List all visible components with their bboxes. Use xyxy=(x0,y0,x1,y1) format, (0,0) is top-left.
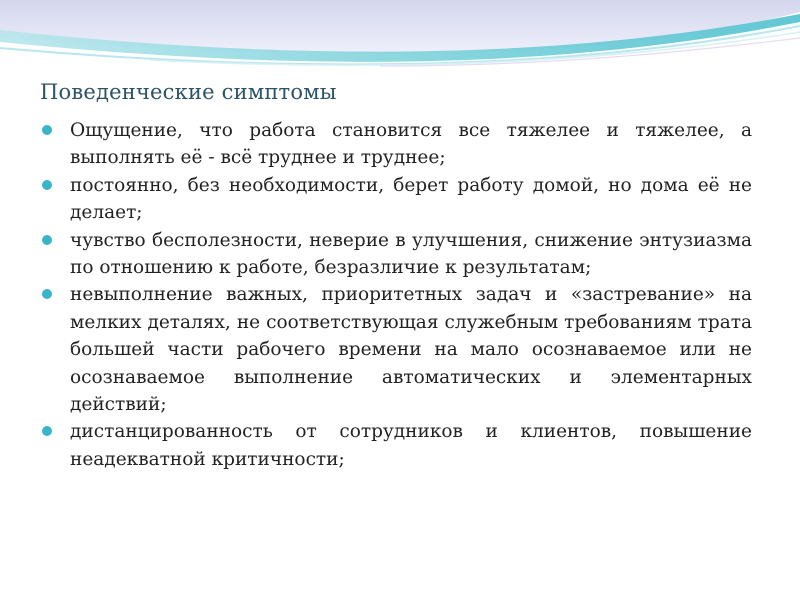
bullet-item xyxy=(40,418,752,473)
bullet-item xyxy=(40,281,752,418)
bullet-item xyxy=(40,227,752,282)
bullet-dot-icon xyxy=(42,235,52,245)
slide-title: Поведенческие симптомы xyxy=(40,80,337,104)
bullet-text: дистанцированность от сотрудников и клиентов, повышение неадекватной критичности; xyxy=(70,421,752,470)
bullet-list xyxy=(40,117,752,473)
bullet-text: Ощущение, что работа становится все тяжелее и тяжелее, а выполнять её - всё труднее и труднее; xyxy=(70,120,752,169)
bullet-dot-icon xyxy=(42,125,52,135)
bullet-item xyxy=(40,117,752,172)
bullet-dot-icon xyxy=(42,180,52,190)
bullet-dot-icon xyxy=(42,289,52,299)
bullet-text: невыполнение важных, приоритетных задач и «застревание» на мелких деталях, не соответствующая служебным требованиям трата большей части рабочего времени на мало осознаваемое или не осознаваемое выполнение автоматических и элементарных действий; xyxy=(70,284,752,416)
bullet-dot-icon xyxy=(42,426,52,436)
header-wave-decoration xyxy=(0,0,800,80)
bullet-text: постоянно, без необходимости, берет работу домой, но дома её не делает; xyxy=(70,174,752,224)
bullet-item xyxy=(40,172,752,227)
bullet-text: чувство бесполезности, неверие в улучшения, снижение энтузиазма по отношению к работе, безразличие к результатам; xyxy=(70,229,752,279)
